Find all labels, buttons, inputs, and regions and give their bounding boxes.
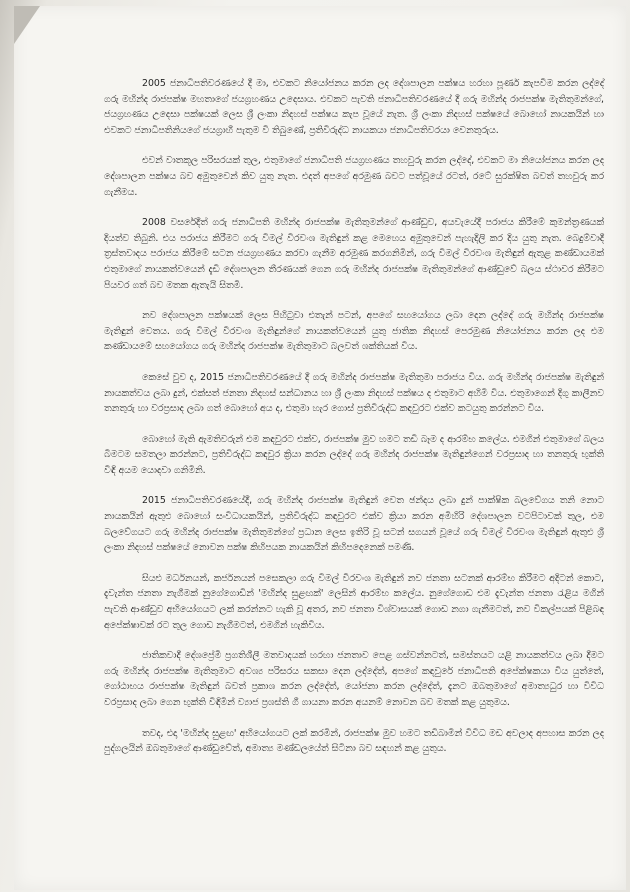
paragraph-4: නව දේශපාලන පක්ෂයක් ලෙස පිහිටුවා එතැන් පටන්, අපගේ සහයෝගය ලබා දෙන ලද්දේ ගරු මහින්ද රාජපක්ෂ මැතිඳුන් වෙතය. ගරු විමල් වීරවංශ මැතිඳුන්ගේ නායකත්වයෙන් යුතු ජාතික නිදහස් පෙරමුණ නියෝජනය කරන ලද එම කණ්ඩායමේ සහයෝගය ගරු මහින්ද රාජපක්ෂ මැතිතුමාට බලවත් ශක්තියක් විය. [104, 310, 604, 353]
folded-corner [14, 6, 40, 44]
paragraph-10: තවද, එදා 'මහින්ද සුළඟ' අභියෝගයට ලක් කරමින්, රාජපක්ෂ මුව හමට තඩිබාමින් විවිධ මඩ අවලාද අපහාස කරන ලද පුද්ගලයින් ඔබතුමාගේ ආණ්ඩුවේත්, අමාත්‍ය මණ්ඩලයේත් සිටිනා බව සඳහන් කළ යුතුය. [104, 727, 604, 755]
paragraph-6: බොහෝ මැති ඇමතිවරුන් එම කඳවුරට එක්ව, රාජපක්ෂ මුව හමට තඩි බෑම ද ආරම්භ කලේය. එමගින් එතුමාගේ බලය බිමටම සමතලා කරන්නට, ප්‍රතිවිරුද්ධ කඳවුර ක්‍රියා කරන ලද්දේ ගරු මහින්ද රාජපක්ෂ මැතිඳුන්ගෙන් වරප්‍රසාද හා තනතුරු භුක්ති විඳි අයම යොදවා ගනිමිනි. [104, 433, 604, 476]
letter-body [104, 76, 604, 757]
paragraph-8: සියළු මර්ධනයන්, කර්ජනයන් පසෙකලා ගරු විමල් වීරවංශ මැතිඳුන් නව ජනතා සටනක් ආරම්භ කිරීමට අදිටන් කොට, දැවැන්ත ජනතා නැගීමක් නුගේගොඩින් 'මහින්ද සුළඟක්' ලෙසින් ආරම්භ කලේය. නුගේගොඩ එම දැවැන්ත ජනතා රැළිය මගින් පැවති ආණ්ඩුව අභියෝගයට ලක් කරන්නට හැකි වූ අතර, නව ජනතා විශ්වාසයක් ගොඩ නගා ගැනීමටත්, නව විකල්පයක් පිළිබඳ අපේක්ෂාවක් රට තුල ගොඩ නැගීමටත්, එමගින් හැකිවිය. [104, 572, 604, 631]
paragraph-1: 2005 ජනාධිපතිවරණයේ දී මා, එවකට නියෝජනය කරන ලද දේශපාලන පක්ෂය හරහා පූර්ණ කැපවීම කරන ලද්දේ ගරු මහින්ද රාජපක්ෂ මහතාගේ ජයග්‍රහණය උදෙසාය. එවකට පැවති ජනාධිපතිවරණයේ දී ගරු මහින්ද රාජපක්ෂ මැතිතුමන්ගේ, ජයග්‍රහණය උදෙසා පක්ෂයක් ලෙස ශ්‍රී ලංකා නිදහස් පක්ෂය කැප වූයේ නැත. ශ්‍රී ලංකා නිදහස් පක්ෂයේ බොහෝ නායකයින් හා එවකට ජනාධිපතිනියගේ ජයග්‍රාහී පැතුම වී තිබුණේ, ප්‍රතිවිරුද්ධ නායකයා ජනාධිපතිවරයා වෙනතුරුය. [104, 78, 604, 136]
paragraph-9: ජාතිකවාදී දේශප්‍රේමී ප්‍රගතිශීලී මතවාදයක් හරහා ජනතාව පෙළ ගස්වන්නටත්, සමස්තයට යළි නායකත්වය ලබා දීමට ගරු මහින්ද රාජපක්ෂ මැතිතුමාට අවශ්‍ය පරිසරය සකසා දෙන ලද්දේත්, අපගේ කඳවුරේ ජනාධිපති අපේක්ෂකයා විය යුත්තේ, ගෝඨාභය රාජපක්ෂ මැතිඳුන් බවත් ප්‍රකාශ කරන ලද්දේත්, යෝජනා කරන ලද්දේත්, දැනට ඔබතුමාගේ අමාත්‍යධුර හා විවිධ වරප්‍රසාද ලබා ගෙන භුක්ති විඳිමින් ව්‍යාජ ප්‍රශස්ති ගී ගායනා කරන අයනම් නොවන බව මතක් කළ යුතුමය. [104, 650, 604, 708]
paragraph-2: එවන් වාතකූල පරිසරයක් තුල, එතුමාගේ ජනාධිපති ජයග්‍රහණය තහවුරු කරන ලද්දේ, එවකට මා නියෝජනය කරන ලද දේශපාලන පක්ෂය බව අමුතුවෙන් කිව යුතු නැත. එදත් අපගේ අරමුණ බවට පත්වූයේ රටත්, රටේ සුරක්ෂිත බවත් තහවුරු කර ගැනීමය. [104, 155, 604, 198]
paragraph-5: කෙසේ වුව ද, 2015 ජනාධිපතිවරණයේ දී ගරු මහින්ද රාජපක්ෂ මැතිතුමා පරාජය විය. ගරු මහින්ද රාජපක්ෂ මැතිඳුන් නායකත්වය ලබා දුන්, එක්සත් ජනතා නිදහස් සන්ධානය හා ශ්‍රී ලංකා නිදහස් පක්ෂය ද එතුමාට අහිමි විය. එතුමාගෙන් දිගු කාලීනව තනතුරු හා වරප්‍රසාද ලබා ගත් බොහෝ අය ද, එතුමා හැර ගොස් ප්‍රතිවිරුද්ධ කඳවුරට එක්ව කටයුතු කරන්නට විය. [104, 371, 604, 415]
paragraph-7: 2015 ජනාධිපතිවරණයේදී, ගරු මහින්ද රාජපක්ෂ මැතිඳුන් වෙත ඡන්දය ලබා දුන් පාක්ෂික බලවේගය තනි නොට නායකයින් ඇතුළු බොහෝ සංවිධායකයින්, ප්‍රතිවිරුද්ධ කඳවුරට එක්ව ක්‍රියා කරන අමිහිරි දේශපාලන වටපිටාවක් තුල, එම බලවේගයට ගරු මහින්ද රාජපක්ෂ මැතිතුමන්ගේ ප්‍රධාන ලෙස ඉතිරි වූ සටන් සගයන් වූයේ ගරු විමල් වීරවංශ මැතිඳුන් ඇතුළු ශ්‍රී ලංකා නිදහස් පක්ෂයේ නොවන පක්ෂ කිහිපයක නායකයින් කිහිපදෙනෙක් පමණි. [104, 495, 604, 554]
paragraph-3: 2008 වසරේදීත් ගරු ජනාධිපති මහින්ද රාජපක්ෂ මැතිතුමන්ගේ ආණ්ඩුව, අයවැයේදී පරාජය කිරීමේ කුමන්ත්‍රණයක් දියත්ව තිබුනි. එය පරාජය කිරීමට ගරු විමල් වීරවංශ මැතිඳුන් කළ මෙහෙය අමුතුවෙන් පැහැදිලි කර දිය යුතු නැත. බෙදුම්වාදී ත්‍රස්තවාදය පරාජය කිරීමේ සටන ජයග්‍රහණය කරවා ගැනීම අරමුණ කරගනිමින්, ගරු විමල් වීරවංශ මැතිඳුන් ඇතුළ කණ්ඩායමක් එතුමාගේ නායකත්වයෙන් දැඩි දේශපාලන තීරණයක් ගෙන ගරු මහින්ද රාජපක්ෂ මැතිතුමන්ගේ ආණ්ඩුවේ බලය ස්ථාවර කිරීමට පියවර ගත් බව මතක ඇතැයි සිතමි. [104, 217, 604, 291]
